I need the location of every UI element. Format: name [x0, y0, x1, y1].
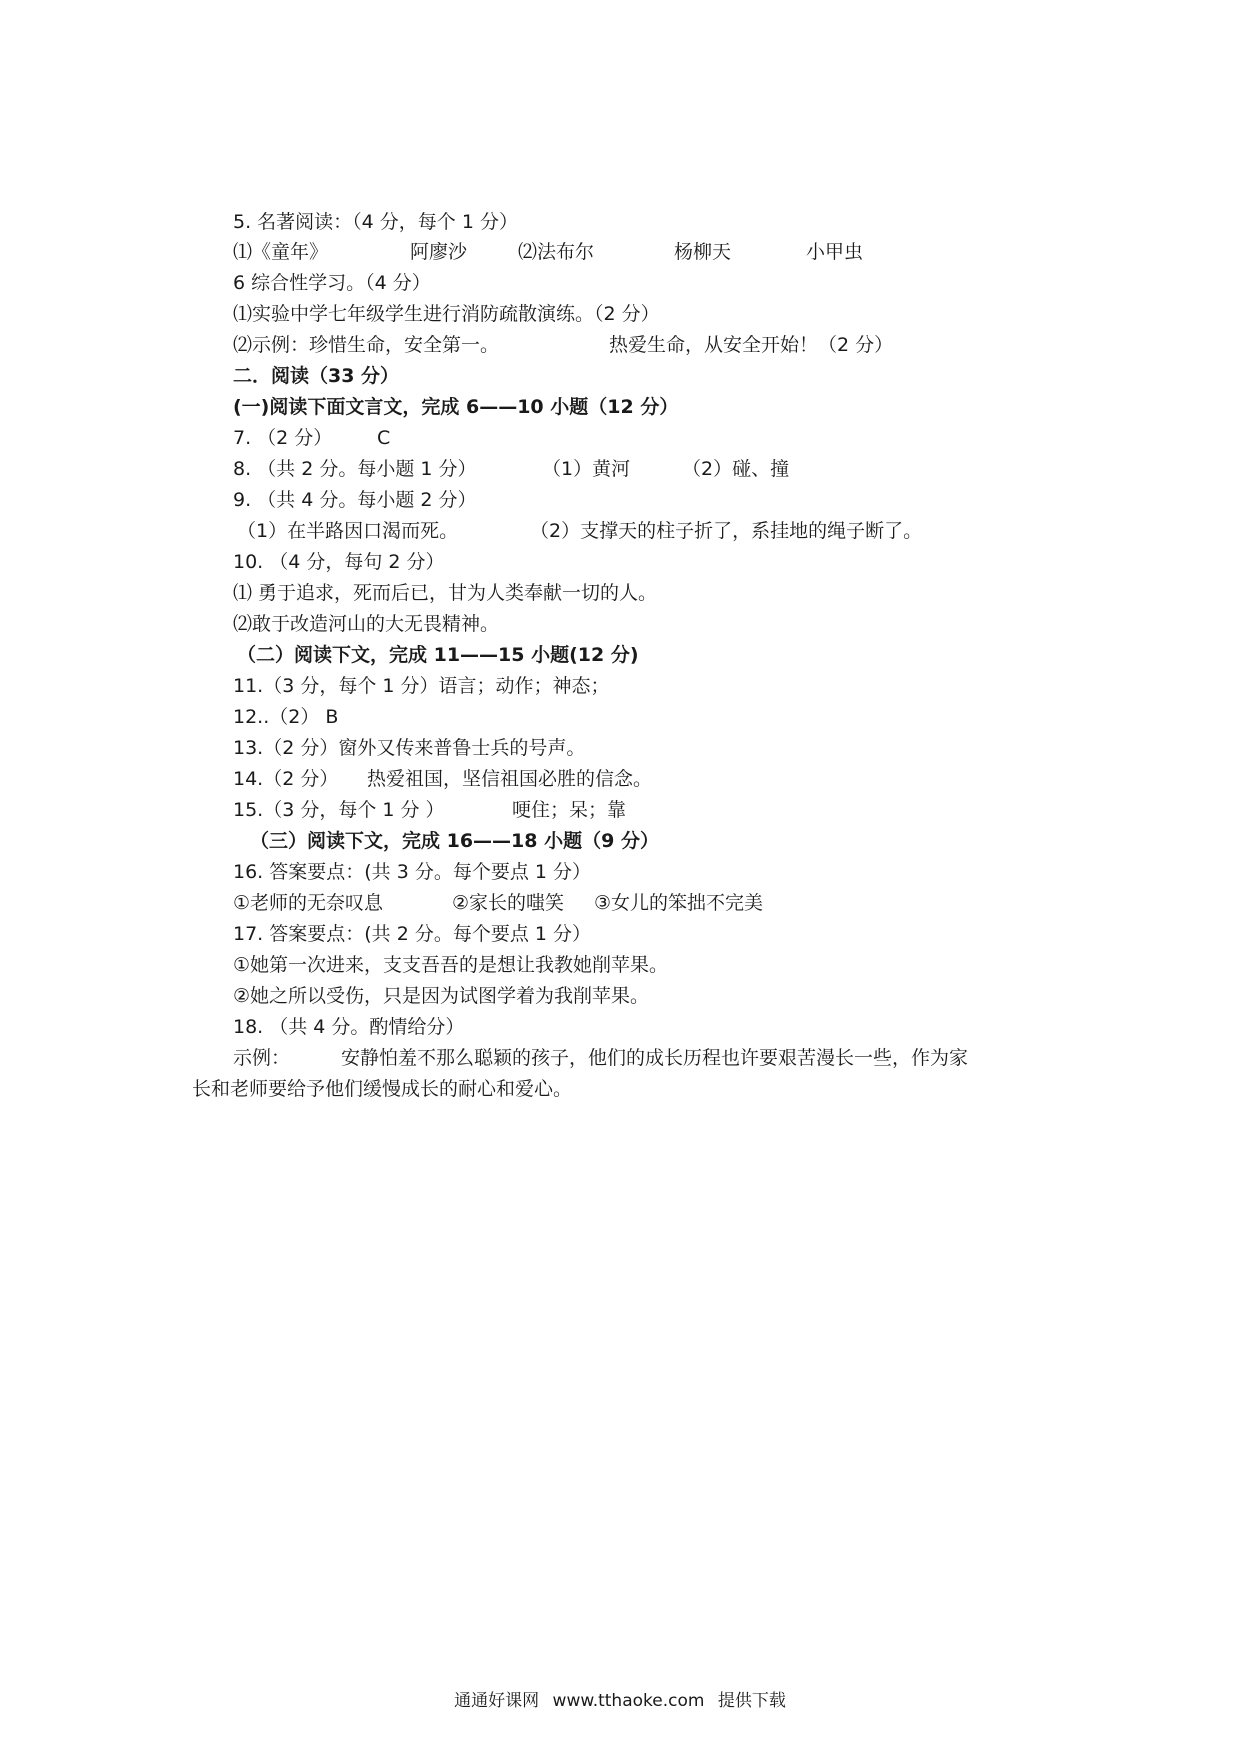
q14-heading: 14.（2 分） [233, 768, 339, 790]
q5-answer-5: 小甲虫 [806, 241, 864, 263]
q17-heading: 17. 答案要点：(共 2 分。每个要点 1 分） [233, 923, 592, 945]
q6-answer-1: ⑴实验中学七年级学生进行消防疏散演练。（2 分） [233, 303, 660, 325]
q16-point-2: ②家长的嗤笑 [452, 892, 565, 914]
q17-point-2: ②她之所以受伤，只是因为试图学着为我削苹果。 [233, 985, 650, 1007]
q12: 12..（2） B [233, 706, 339, 728]
q10-answer-2: ⑵敢于改造河山的大无畏精神。 [233, 613, 500, 635]
q10-heading: 10. （4 分，每句 2 分） [233, 551, 445, 573]
q8-answer-2: （2）碰、撞 [682, 458, 790, 480]
section-2-title: 二．阅读（33 分） [233, 365, 400, 387]
q16-heading: 16. 答案要点：(共 3 分。每个要点 1 分） [233, 861, 592, 883]
q6-answer-2a: ⑵示例：珍惜生命，安全第一。 [233, 334, 500, 356]
q5-answer-2: 阿廖沙 [410, 241, 468, 263]
footer-url: www.tthaoke.com [552, 1691, 705, 1711]
q14-answer: 热爱祖国，坚信祖国必胜的信念。 [367, 768, 653, 790]
q6-heading: 6 综合性学习。（4 分） [233, 272, 431, 294]
section-2-part-3-title: （三）阅读下文，完成 16——18 小题（9 分） [250, 830, 659, 852]
q9-answer-1: （1）在半路因口渴而死。 [237, 520, 459, 542]
footer-note: 提供下载 [717, 1691, 786, 1711]
q15-answer: 哽住；呆；靠 [512, 799, 627, 821]
section-2-part-1-title: (一)阅读下面文言文，完成 6——10 小题（12 分） [233, 396, 679, 418]
q18-heading: 18. （共 4 分。酌情给分） [233, 1016, 465, 1038]
q5-answer-4: 杨柳天 [674, 241, 732, 263]
footer [0, 1686, 1240, 1711]
q16-point-3: ③女儿的笨拙不完美 [594, 892, 764, 914]
q7-heading: 7. （2 分） [233, 427, 333, 449]
q8-heading: 8. （共 2 分。每小题 1 分） [233, 458, 477, 480]
q8-answer-1: （1）黄河 [542, 458, 631, 480]
q11: 11.（3 分，每个 1 分）语言；动作；神态； [233, 675, 610, 697]
q5-answer-1: ⑴《童年》 [233, 241, 329, 263]
footer-site-name: 通通好课网 [454, 1691, 540, 1711]
q5-heading: 5. 名著阅读：（4 分，每个 1 分） [233, 211, 518, 233]
q16-point-1: ①老师的无奈叹息 [233, 892, 384, 914]
q9-answer-2: （2）支撑天的柱子折了，系挂地的绳子断了。 [530, 520, 923, 542]
q6-answer-2b: 热爱生命，从安全开始！（2 分） [609, 334, 894, 356]
q10-answer-1: ⑴ 勇于追求，死而后已，甘为人类奉献一切的人。 [233, 582, 658, 604]
q18-example-label: 示例： [233, 1047, 291, 1069]
q18-example-line-2: 长和老师要给予他们缓慢成长的耐心和爱心。 [192, 1078, 573, 1100]
q9-heading: 9. （共 4 分。每小题 2 分） [233, 489, 477, 511]
q5-answer-3: ⑵法布尔 [518, 241, 595, 263]
q17-point-1: ①她第一次进来，支支吾吾的是想让我教她削苹果。 [233, 954, 669, 976]
q7-answer: C [377, 427, 391, 449]
q18-example-line-1: 安静怕羞不那么聪颖的孩子，他们的成长历程也许要艰苦漫长一些，作为家 [341, 1047, 969, 1069]
q15-heading: 15.（3 分，每个 1 分 ） [233, 799, 445, 821]
section-2-part-2-title: （二）阅读下文，完成 11——15 小题(12 分) [237, 644, 639, 666]
q13: 13.（2 分）窗外又传来普鲁士兵的号声。 [233, 737, 586, 759]
